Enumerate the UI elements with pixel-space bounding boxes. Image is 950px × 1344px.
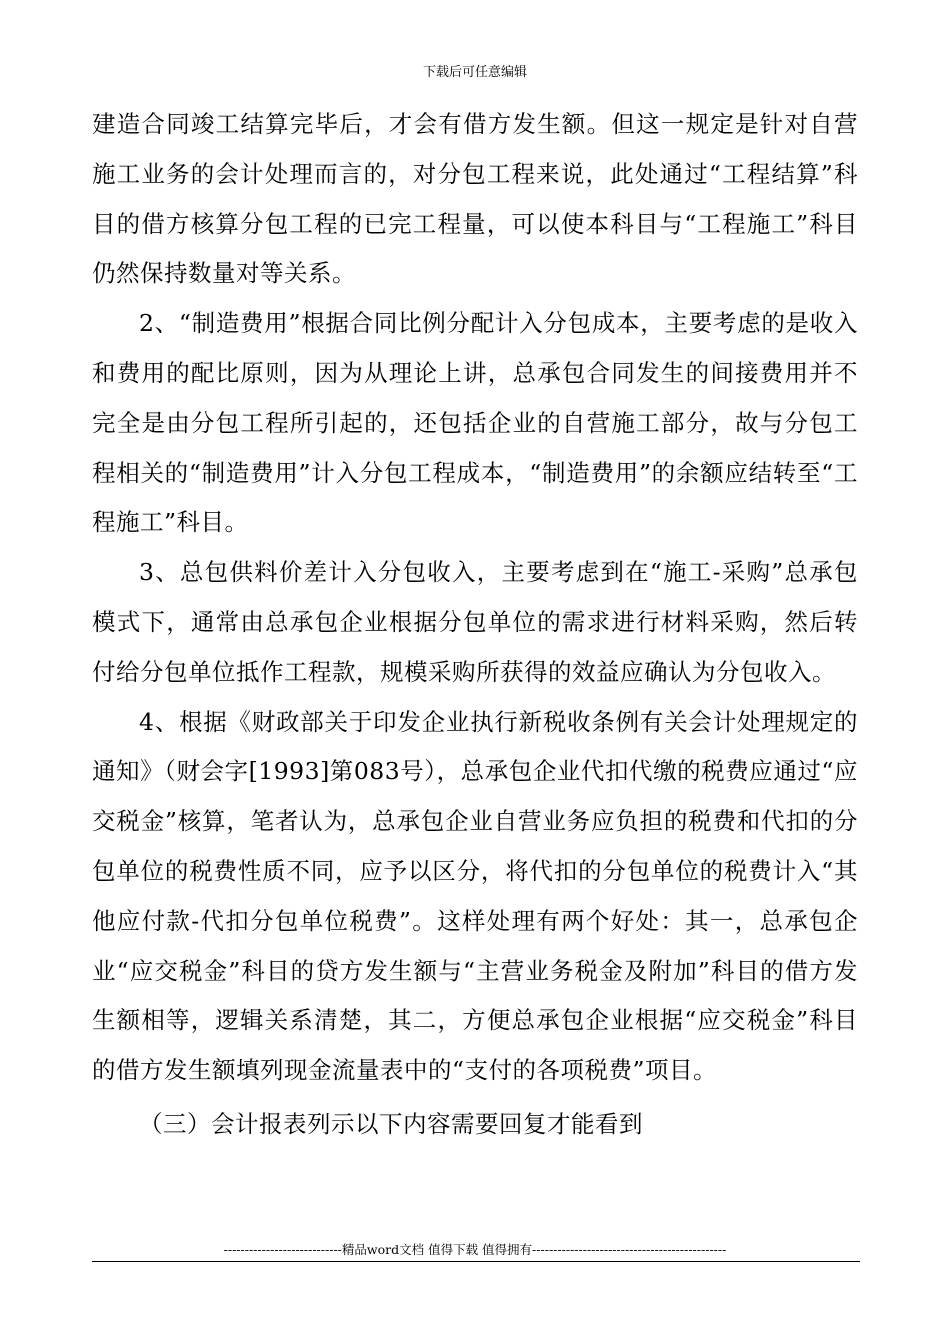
paragraph-item-4: 4、根据《财政部关于印发企业执行新税收条例有关会计处理规定的通知》（财会字[1993]第083号），总承包企业代扣代缴的税费应通过“应交税金”核算，笔者认为，总承包企业自营业务应负担的税费和代扣的分包单位的税费性质不同，应予以区分，将代扣的分包单位的税费计入“其他应付款-代扣分包单位税费”。这样处理有两个好处：其一，总承包企业“应交税金”科目的贷方发生额与“主营业务税金及附加”科目的借方发生额相等，逻辑关系清楚，其二，方便总承包企业根据“应交税金”科目的借方发生额填列现金流量表中的“支付的各项税费”项目。: [92, 707, 858, 1085]
section-heading: （三）会计报表列示以下内容需要回复才能看到: [139, 1109, 643, 1138]
paragraph-continuation: 建造合同竣工结算完毕后，才会有借方发生额。但这一规定是针对自营施工业务的会计处理而言的，对分包工程来说，此处通过“工程结算”科目的借方核算分包工程的已完工程量，可以使本科目与“工程施工”科目仍然保持数量对等关系。: [92, 110, 858, 288]
page-header: 下载后可任意编辑: [422, 65, 527, 80]
paragraph-item-2: 2、“制造费用”根据合同比例分配计入分包成本，主要考虑的是收入和费用的配比原则，因为从理论上讲，总承包合同发生的间接费用并不完全是由分包工程所引起的，还包括企业的自营施工部分，故与分包工程相关的“制造费用”计入分包工程成本，“制造费用”的余额应结转至“工程施工”科目。: [92, 309, 858, 537]
document-body: [92, 100, 858, 1150]
paragraph-item-3: 3、总包供料价差计入分包收入，主要考虑到在“施工-采购”总承包模式下，通常由总承包企业根据分包单位的需求进行材料采购，然后转付给分包单位抵作工程款，规模采购所获得的效益应确认为分包收入。: [92, 558, 858, 686]
page-footer: ----------------------------精品word文档 值得下载 值得拥有----------------------------------------------: [223, 1242, 727, 1257]
footer-divider: [92, 1261, 860, 1262]
